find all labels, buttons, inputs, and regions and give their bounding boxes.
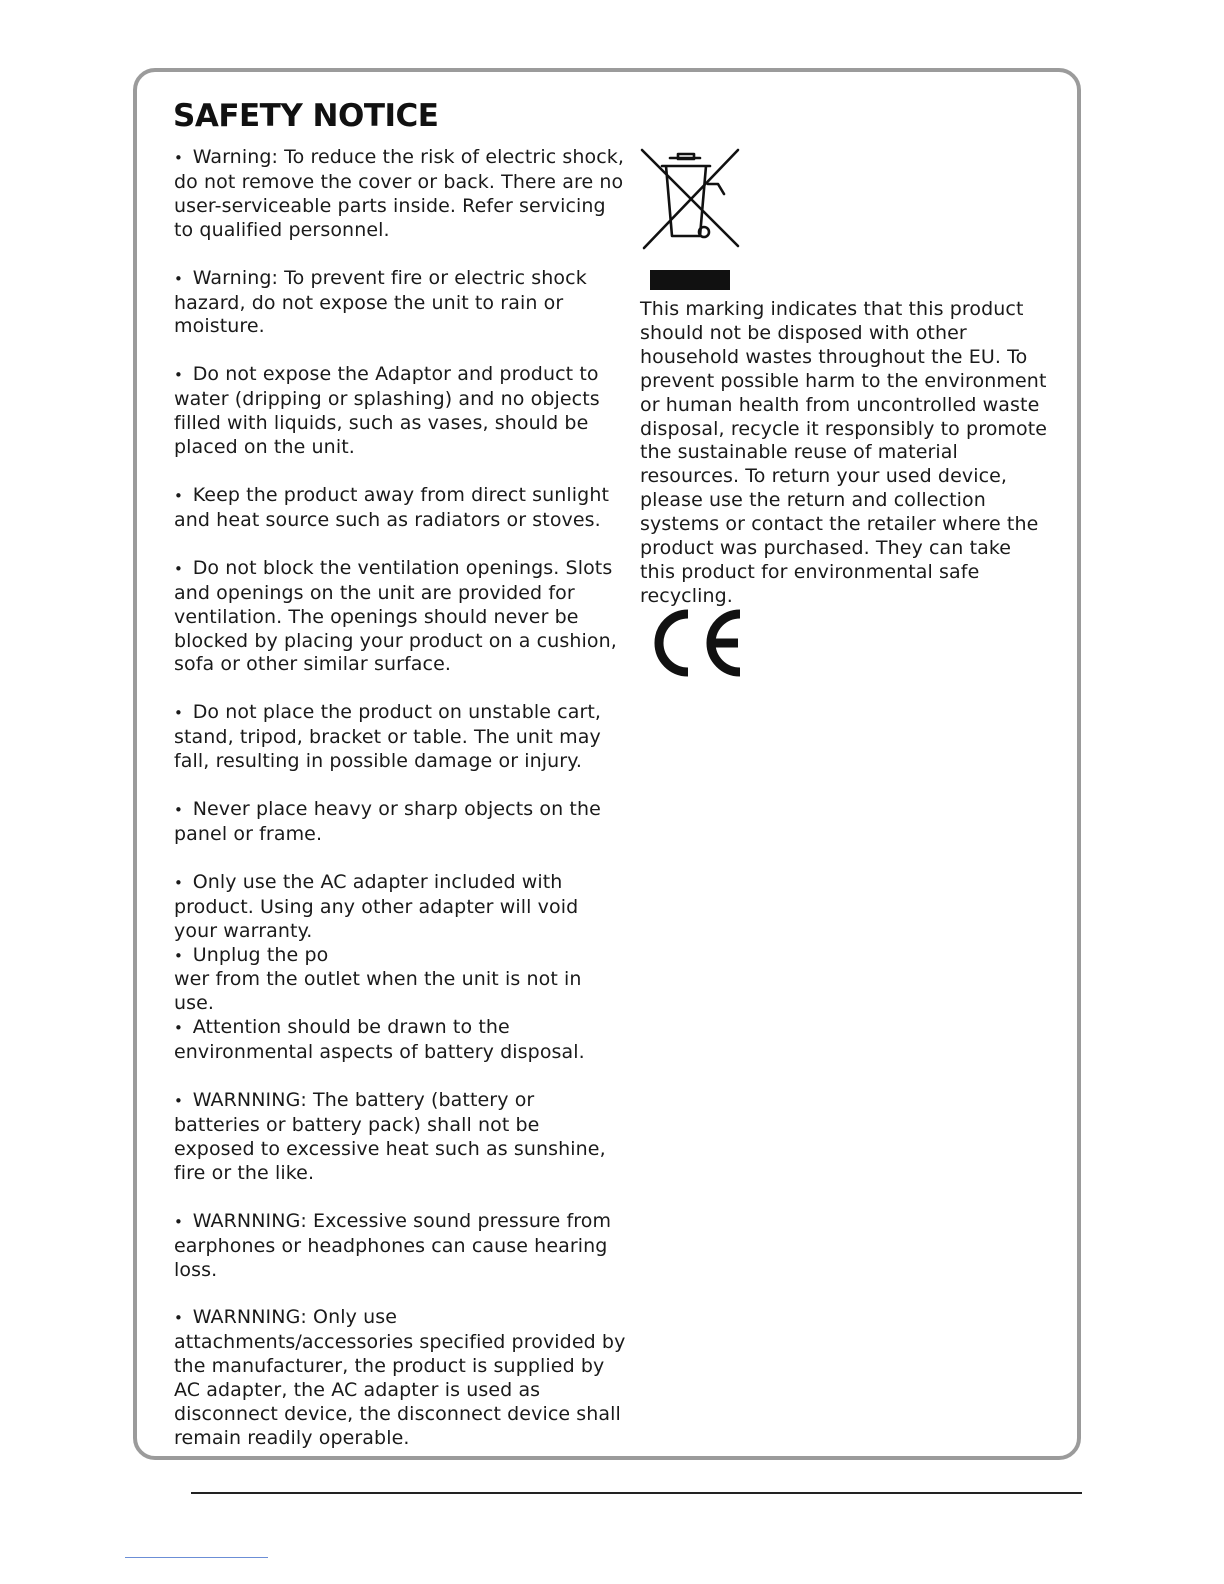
safety-item: • Unplug the po [174,944,626,969]
safety-list [174,146,626,1451]
safety-item: • Only use the AC adapter included with product. Using any other adapter will void your warranty. [174,871,626,944]
safety-item: • WARNNING: Only use attachments/accessories specified provided by the manufacturer, the product is supplied by AC adapter, the AC adapter is used as disconnect device, the disconnect device shall remain readily operable. [174,1306,626,1450]
safety-item: • WARNNING: The battery (battery or batteries or battery pack) shall not be exposed to excessive heat such as sunshine, fire or the like. [174,1089,626,1186]
safety-item: • Warning: To reduce the risk of electric shock, do not remove the cover or back. There are no user-serviceable parts inside. Refer servicing to qualified personnel. [174,146,626,243]
weee-crossed-bin-icon [636,146,744,254]
safety-item: • Keep the product away from direct sunlight and heat source such as radiators or stoves. [174,484,626,533]
safety-item: • Never place heavy or sharp objects on the panel or frame. [174,798,626,847]
ce-mark-icon [648,606,748,680]
weee-paragraph: This marking indicates that this product should not be disposed with other household wastes throughout the EU. To prevent possible harm to the environment or human health from uncontrolled waste disposal, recycle it responsibly to promote the sustainable reuse of material resources. To return your used device, please use the return and collection systems or contact the retailer where the product was purchased. They can take this product for environmental safe recycling. [640,298,1048,607]
safety-item: • Do not expose the Adaptor and product to water (dripping or splashing) and no objects filled with liquids, such as vases, should be placed on the unit. [174,363,626,460]
safety-item: • Attention should be drawn to the environmental aspects of battery disposal. [174,1016,626,1065]
safety-item: • Do not block the ventilation openings. Slots and openings on the unit are provided for ventilation. The openings should never be blocked by placing your product on a cushion, sofa or other similar surface. [174,557,626,678]
footer-underline [125,1557,268,1558]
weee-black-bar [650,270,730,290]
safety-item: • WARNNING: Excessive sound pressure from earphones or headphones can cause hearing loss. [174,1210,626,1283]
footer-rule [191,1492,1082,1494]
safety-item-continuation: wer from the outlet when the unit is not in use. [174,968,582,1015]
safety-item: • Do not place the product on unstable cart, stand, tripod, bracket or table. The unit may fall, resulting in possible damage or injury. [174,701,626,774]
page-title: SAFETY NOTICE [173,98,439,134]
safety-item: • Warning: To prevent fire or electric shock hazard, do not expose the unit to rain or moisture. [174,267,626,340]
